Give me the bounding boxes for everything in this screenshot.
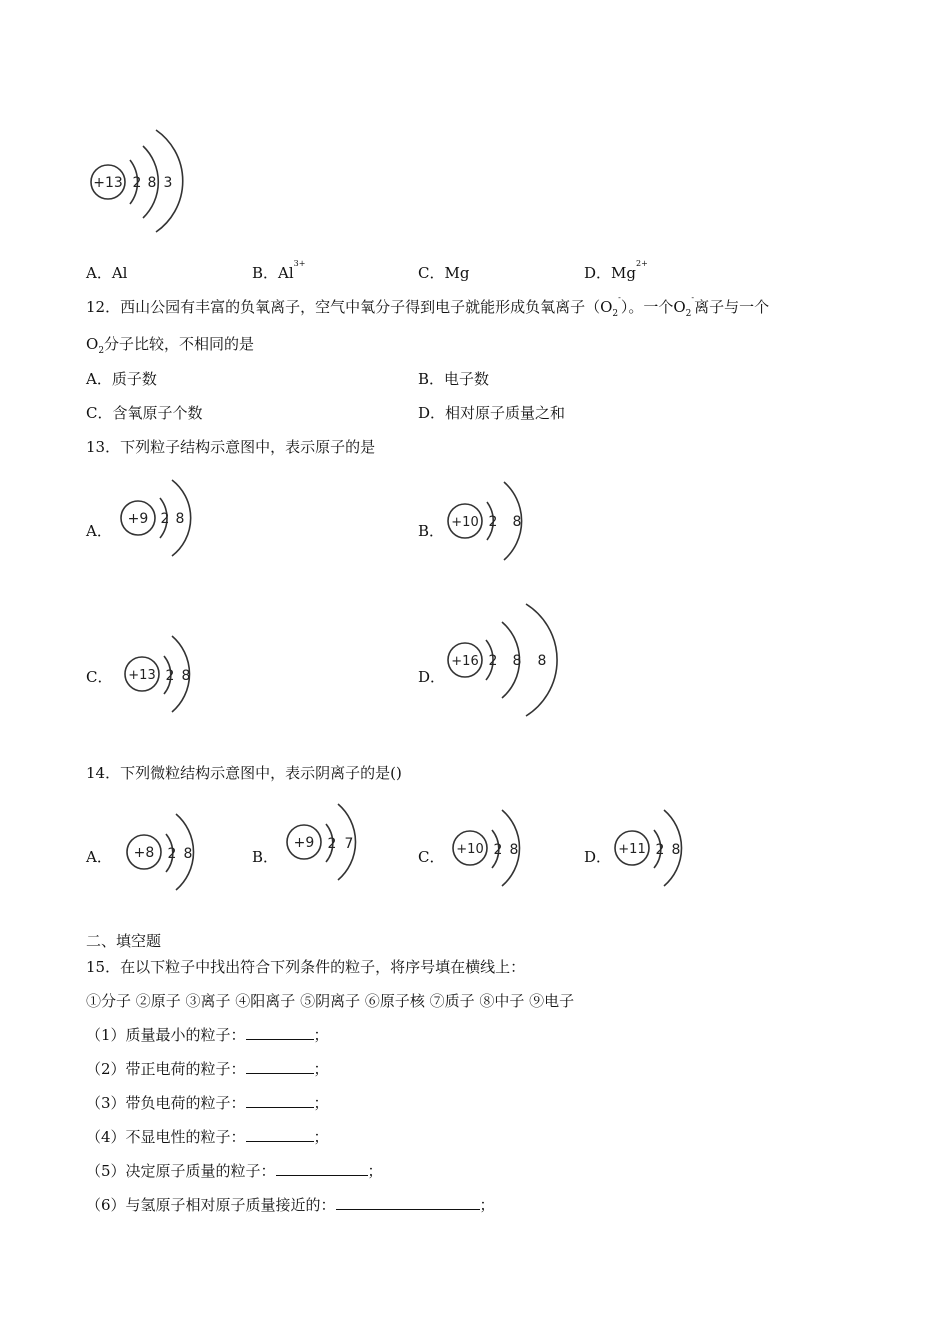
shell-electrons: 8 [147, 175, 157, 191]
shell-electrons: 2 [160, 511, 170, 527]
superscript: - [618, 293, 621, 302]
atom-diagram-q13-c[interactable] [124, 628, 204, 718]
shell-electrons: 8 [537, 653, 547, 669]
atom-diagram-q14-b[interactable] [286, 800, 366, 890]
shell-electrons: 8 [509, 842, 519, 858]
q11-option-b[interactable] [252, 259, 306, 283]
item-end: ； [313, 1094, 329, 1112]
subscript: 2 [98, 346, 105, 356]
option-text: 含氧原子个数 [112, 404, 203, 422]
shell-electrons: 2 [493, 842, 503, 858]
answer-blank[interactable] [246, 1059, 314, 1074]
option-text: Al [278, 264, 294, 282]
nucleus-charge: +16 [451, 654, 479, 669]
q14-option-b-label[interactable]: B． [252, 848, 279, 866]
item-end: ； [313, 1060, 329, 1078]
shell-electrons: 8 [512, 514, 522, 530]
option-text: 电子数 [444, 370, 490, 388]
shell-electrons: 2 [488, 653, 498, 669]
q12-stem-line2 [86, 333, 254, 354]
q15-item-3 [86, 1092, 329, 1113]
section-title: 二、填空题 [86, 932, 162, 950]
option-charge: 2+ [636, 259, 648, 268]
answer-blank[interactable] [246, 1025, 314, 1040]
q13-option-b-label[interactable]: B． [418, 522, 445, 540]
q12-option-d[interactable] [418, 402, 565, 423]
shell-electrons: 8 [671, 842, 681, 858]
item-end: ； [367, 1162, 383, 1180]
shell-electrons: 2 [167, 846, 177, 862]
q12-option-a[interactable] [86, 368, 157, 389]
nucleus-charge: +10 [456, 842, 484, 857]
answer-blank[interactable] [246, 1093, 314, 1108]
nucleus-charge: +10 [451, 515, 479, 530]
option-text: 相对原子质量之和 [445, 404, 566, 422]
stem-text: 12．西山公园有丰富的负氧离子，空气中氧分子得到电子就能形成负氧离子（O [86, 298, 613, 316]
subscript: 2 [685, 309, 692, 319]
stem-text: O [86, 335, 99, 353]
answer-blank[interactable] [246, 1127, 314, 1142]
q12-option-b[interactable] [418, 368, 489, 389]
atom-diagram-q14-d[interactable] [612, 804, 692, 894]
superscript: - [691, 293, 695, 302]
q15-item-1 [86, 1024, 329, 1045]
q13-option-a-label[interactable]: A． [86, 522, 112, 540]
q13-option-d-label[interactable]: D． [418, 668, 446, 686]
answer-blank[interactable] [336, 1195, 480, 1210]
option-label: B． [252, 264, 279, 282]
option-label: D． [584, 264, 612, 282]
option-label: C． [418, 264, 445, 282]
stem-text: ）。一个O [620, 298, 686, 316]
q11-option-c[interactable] [418, 262, 469, 283]
shell-electrons: 8 [175, 511, 185, 527]
q13-stem: 13．下列粒子结构示意图中，表示原子的是 [86, 438, 376, 456]
q15-item-6 [86, 1194, 495, 1215]
q11-option-d[interactable] [584, 259, 648, 283]
shell-electrons: 2 [327, 836, 337, 852]
option-label: A． [86, 370, 112, 388]
option-label: D． [418, 404, 446, 422]
shell-electrons: 7 [344, 836, 354, 852]
nucleus-charge: +9 [127, 511, 149, 527]
shell-electrons: 8 [183, 846, 193, 862]
option-text: Mg [444, 264, 470, 282]
stem-text: 分子比较，不相同的是 [104, 335, 255, 353]
q15-item-2 [86, 1058, 329, 1079]
q14-option-d-label[interactable]: D． [584, 848, 612, 866]
shell-electrons: 8 [512, 653, 522, 669]
answer-blank[interactable] [276, 1161, 368, 1176]
nucleus-charge: +8 [133, 845, 155, 861]
q12-stem-line1 [86, 293, 770, 319]
shell-electrons: 2 [488, 514, 498, 530]
option-text: 质子数 [111, 370, 157, 388]
q14-option-c-label[interactable]: C． [418, 848, 445, 866]
option-text: Mg [611, 264, 636, 282]
q14-option-a-label[interactable]: A． [86, 848, 112, 866]
option-label: C． [86, 404, 113, 422]
q15-item-4 [86, 1126, 329, 1147]
atom-diagram-q13-b[interactable] [446, 476, 536, 566]
shell-electrons: 3 [163, 175, 173, 191]
q15-particle-list: ①分子 ②原子 ③离子 ④阳离子 ⑤阴离子 ⑥原子核 ⑦质子 ⑧中子 ⑨电子 [86, 992, 575, 1010]
shell-electrons: 2 [165, 668, 175, 684]
nucleus-charge: +13 [93, 175, 123, 191]
nucleus-charge: +13 [128, 668, 156, 683]
atom-diagram-q14-a[interactable] [124, 806, 204, 896]
subscript: 2 [612, 309, 619, 319]
stem-text: 离子与一个 [694, 298, 770, 316]
q12-option-c[interactable] [86, 402, 203, 423]
atom-diagram-q11 [86, 126, 196, 236]
option-label: A． [86, 264, 112, 282]
q15-stem: 15．在以下粒子中找出符合下列条件的粒子，将序号填在横线上： [86, 958, 526, 976]
nucleus-charge: +11 [618, 842, 646, 857]
shell-electrons: 2 [132, 175, 142, 191]
item-text: （1）质量最小的粒子： [86, 1026, 246, 1044]
atom-diagram-q13-a[interactable] [118, 474, 198, 564]
option-charge: 3+ [293, 259, 306, 268]
atom-diagram-q13-d[interactable] [446, 600, 556, 718]
item-text: （6）与氢原子相对原子质量接近的： [86, 1196, 336, 1214]
shell-electrons: 8 [181, 668, 191, 684]
q15-item-5 [86, 1160, 383, 1181]
item-text: （3）带负电荷的粒子： [86, 1094, 246, 1112]
item-text: （4）不显电性的粒子： [86, 1128, 246, 1146]
item-end: ； [313, 1128, 329, 1146]
nucleus-charge: +9 [293, 835, 315, 851]
q14-stem: 14．下列微粒结构示意图中，表示阴离子的是() [86, 764, 402, 782]
atom-diagram-q14-c[interactable] [450, 804, 530, 894]
q11-option-a[interactable] [86, 262, 127, 283]
item-text: （5）决定原子质量的粒子： [86, 1162, 276, 1180]
item-end: ； [479, 1196, 495, 1214]
item-text: （2）带正电荷的粒子： [86, 1060, 246, 1078]
q13-option-c-label[interactable]: C． [86, 668, 113, 686]
item-end: ； [313, 1026, 329, 1044]
option-label: B． [418, 370, 445, 388]
shell-electrons: 2 [655, 842, 665, 858]
option-text: Al [111, 264, 128, 282]
